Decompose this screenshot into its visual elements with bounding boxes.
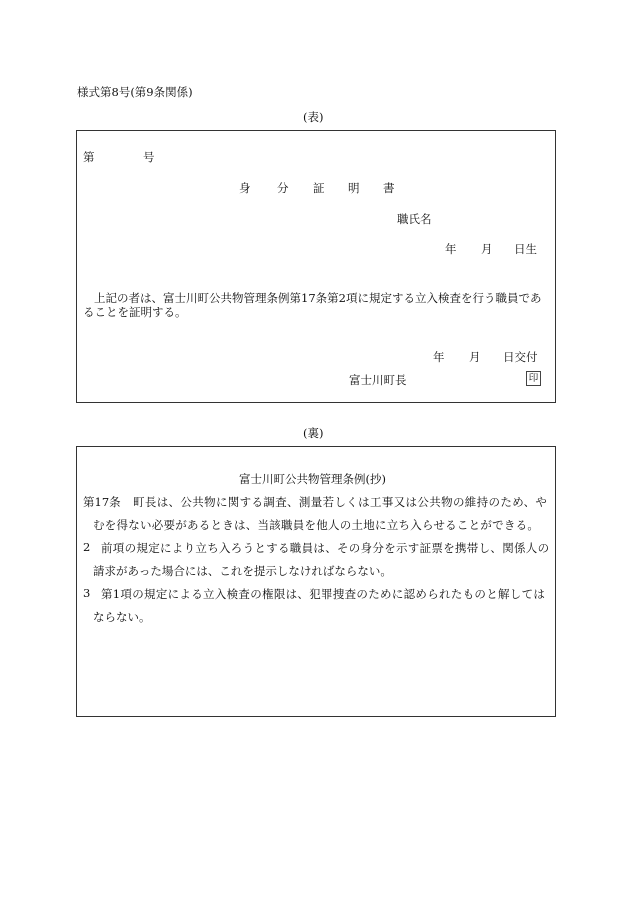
issue-month: 月: [469, 350, 481, 364]
item-3-number: 3: [83, 586, 91, 600]
name-label: 職氏名: [397, 212, 432, 226]
item-2-line-1: 前項の規定により立ち入ろうとする職員は、その身分を示す証票を携帯し、関係人の: [101, 541, 550, 555]
front-heading: (表): [303, 110, 324, 124]
back-title: 富士川町公共物管理条例(抄): [239, 472, 386, 486]
issue-day: 日交付: [503, 350, 538, 364]
item-3-line-2: ならない。: [93, 610, 151, 624]
issue-year: 年: [433, 350, 445, 364]
statement-line-1: 上記の者は、富士川町公共物管理条例第17条第2項に規定する立入検査を行う職員であ: [94, 291, 542, 305]
article-line-1: 町長は、公共物に関する調査、測量若しくは工事又は公共物の維持のため、や: [133, 495, 548, 509]
item-2-line-2: 請求があった場合には、これを提示しなければならない。: [93, 564, 392, 578]
article-label: 第17条: [83, 495, 121, 509]
birth-year: 年: [445, 242, 457, 256]
back-card: [76, 446, 556, 717]
back-heading: (裏): [303, 426, 324, 440]
number-suffix: 号: [143, 150, 155, 164]
title-char: 明: [348, 181, 360, 195]
form-id: 様式第8号(第9条関係): [77, 85, 193, 99]
birth-day: 日生: [514, 242, 537, 256]
title-char: 書: [383, 181, 395, 195]
front-card: [76, 130, 556, 403]
statement-line-2: ることを証明する。: [83, 305, 187, 319]
seal-mark: 印: [526, 371, 541, 386]
title-char: 身: [239, 181, 251, 195]
article-line-2: むを得ない必要があるときは、当該職員を他人の土地に立ち入らせることができる。: [93, 518, 540, 532]
title-char: 証: [313, 181, 325, 195]
item-3-line-1: 第1項の規定による立入検査の権限は、犯罪捜査のために認められたものと解しては: [101, 587, 546, 601]
item-2-number: 2: [83, 540, 91, 554]
issuer: 富士川町長: [349, 373, 407, 387]
number-prefix: 第: [83, 150, 95, 164]
title-char: 分: [277, 181, 289, 195]
birth-month: 月: [481, 242, 493, 256]
